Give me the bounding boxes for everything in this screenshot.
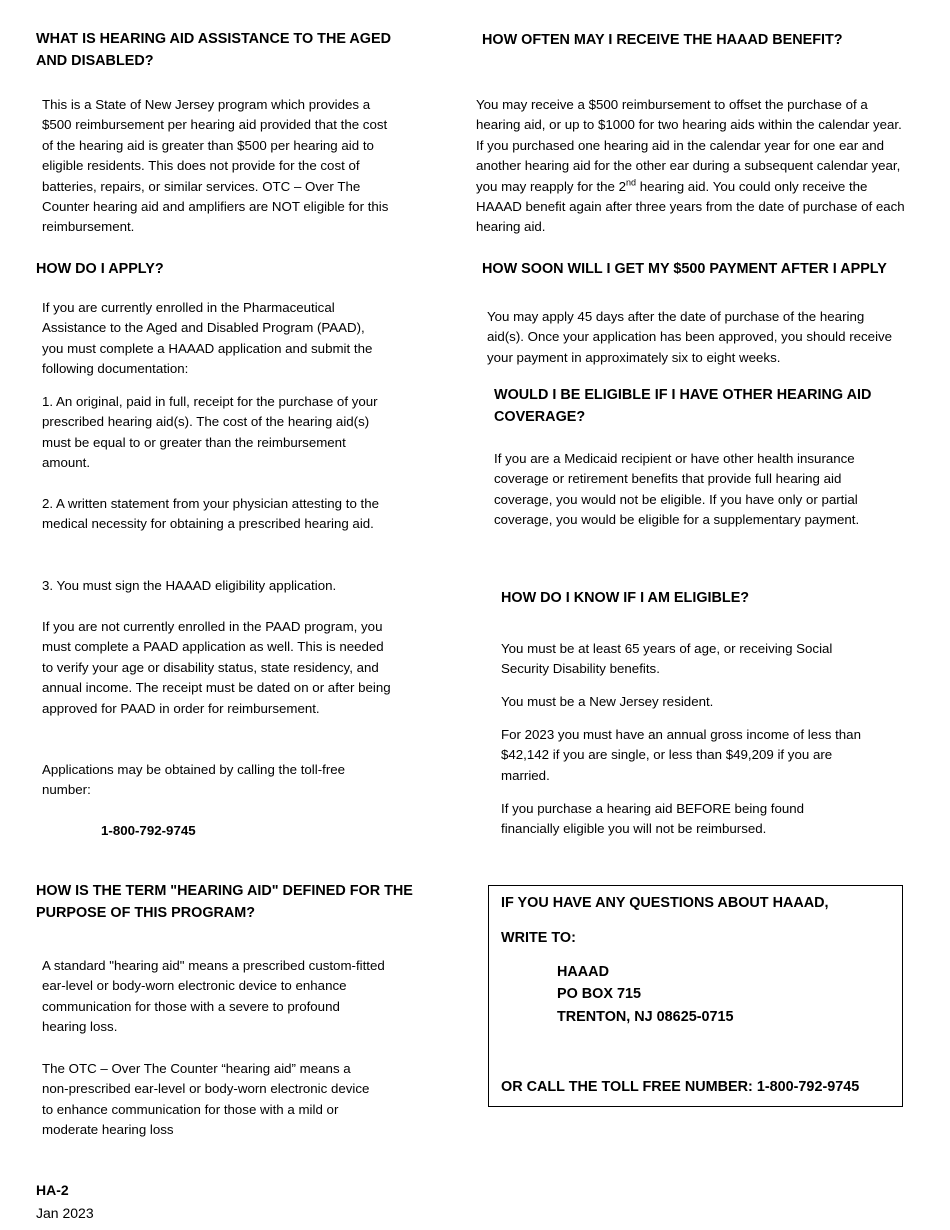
q7-title: HOW DO I KNOW IF I AM ELIGIBLE? [501,590,750,606]
q4-body: You may receive a $500 reimbursement to offset the purchase of a hearing aid, or up to $1000 for two hearing aids within the calendar year. If you purchased one hearing aid in the calendar year for one ear and another hearing aid for the other ear during a subsequent calendar year, you may reapply for the 2nd hearing aid. You could only receive the HAAAD benefit again after three years from the date of purchase of each hearing aid. [476,97,905,235]
q2-item-1: 1. An original, paid in full, receipt for the purchase of your prescribed hearing aid(s). The cost of the hearing aid(s) must be equal to or greater than the reimbursement amount. [42,394,378,471]
contact-write-to: WRITE TO: [501,930,576,946]
q2-item-2: 2. A written statement from your physician attesting to the medical necessity for obtaining a prescribed hearing aid. [42,496,380,532]
q7-age: You must be at least 65 years of age, or receiving Social Security Disability benefits. [501,641,833,677]
contact-questions-line: IF YOU HAVE ANY QUESTIONS ABOUT HAAAD, [501,895,829,911]
q5-title: HOW SOON WILL I GET MY $500 PAYMENT AFTER I APPLY [482,261,887,277]
q5-body: You may apply 45 days after the date of purchase of the hearing aid(s). Once your application has been approved, you should receive your payment in approximately six to eight weeks. [487,309,893,365]
q3-title: HOW IS THE TERM "HEARING AID" DEFINED FOR THE PURPOSE OF THIS PROGRAM? [36,883,413,921]
q7-income: For 2023 you must have an annual gross income of less than $42,142 if you are single, or less than $49,209 if you are married. [501,727,861,783]
q6-body: If you are a Medicaid recipient or have other health insurance coverage or retirement benefits that provide full hearing aid coverage, you would not be eligible. If you have only or partial coverage, you would be eligible for a supplementary payment. [494,451,860,528]
contact-address-city: TRENTON, NJ 08625-0715 [557,1009,734,1025]
q2-phone: 1-800-792-9745 [101,823,196,838]
q3-otc: The OTC – Over The Counter “hearing aid” means a non-prescribed ear-level or body-worn electronic device to enhance communication for those with a mild or moderate hearing loss [42,1061,370,1138]
q6-title: WOULD I BE ELIGIBLE IF I HAVE OTHER HEARING AID COVERAGE? [494,387,872,425]
q3-standard: A standard "hearing aid" means a prescribed custom-fitted ear-level or body-worn electronic device to enhance communication for those with a severe to profound hearing loss. [42,958,385,1035]
contact-address-po-box: PO BOX 715 [557,986,641,1002]
q7-before: If you purchase a hearing aid BEFORE being found financially eligible you will not be reimbursed. [501,801,805,837]
q7-resident: You must be a New Jersey resident. [501,694,714,709]
q2-title: HOW DO I APPLY? [36,261,164,277]
q1-title: WHAT IS HEARING AID ASSISTANCE TO THE AGED AND DISABLED? [36,31,391,69]
form-id: HA-2 [36,1182,69,1198]
q2-intro: If you are currently enrolled in the Pharmaceutical Assistance to the Aged and Disabled Program (PAAD), you must complete a HAAAD application and submit the following documentation: [42,300,373,377]
contact-address-name: HAAAD [557,964,609,980]
contact-call-line: OR CALL THE TOLL FREE NUMBER: 1-800-792-9745 [501,1079,860,1095]
form-date: Jan 2023 [36,1205,94,1221]
q2-not-enrolled: If you are not currently enrolled in the PAAD program, you must complete a PAAD application as well. This is needed to verify your age or disability status, state residency, and annual income. The receipt must be dated on or after being approved for PAAD in order for reimbursement. [42,619,391,716]
q1-body: This is a State of New Jersey program which provides a $500 reimbursement per hearing aid provided that the cost of the hearing aid is greater than $500 per hearing aid to eligible residents. This does not provide for the cost of batteries, repairs, or similar services. OTC – Over The Counter hearing aid and amplifiers are NOT eligible for this reimbursement. [42,97,389,235]
q2-item-3: 3. You must sign the HAAAD eligibility application. [42,578,337,593]
q4-title: HOW OFTEN MAY I RECEIVE THE HAAAD BENEFIT? [482,32,843,48]
contact-box [488,885,903,1107]
q2-obtain: Applications may be obtained by calling the toll-free number: [42,762,346,798]
